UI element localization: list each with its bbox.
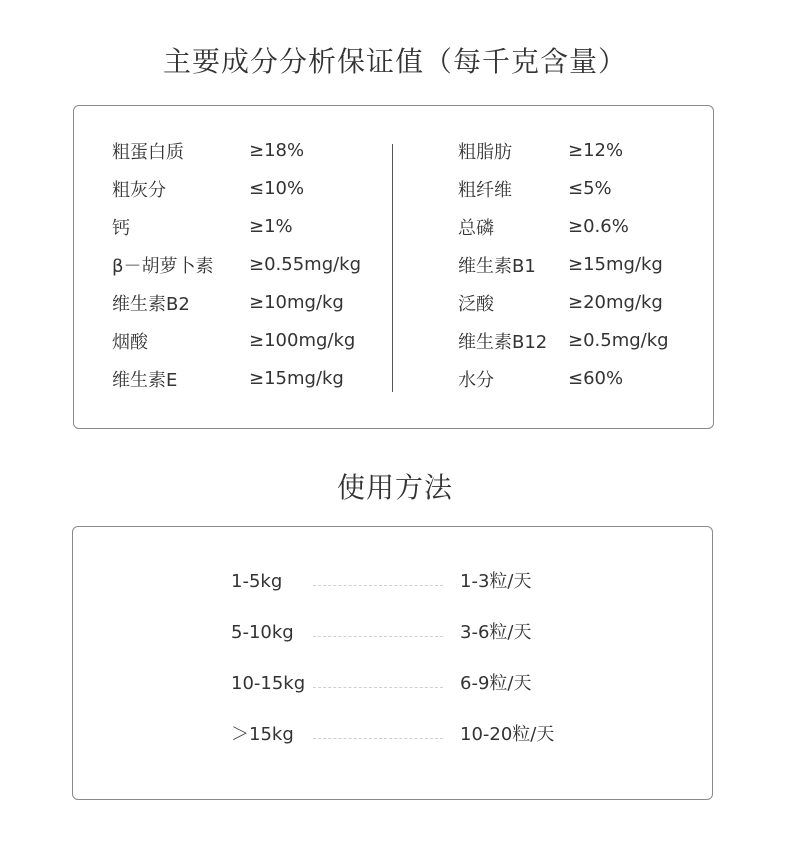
nutrient-name: 钙	[112, 218, 130, 239]
nutrient-value: ≥0.6%	[568, 216, 629, 237]
nutrient-name: 水分	[458, 370, 494, 391]
nutrient-name: 泛酸	[458, 294, 494, 315]
nutrient-value: ≤60%	[568, 368, 624, 389]
nutrient-name: 维生素B12	[458, 332, 548, 353]
usage-panel	[72, 526, 713, 800]
nutrient-name: 维生素E	[112, 370, 178, 391]
nutrient-value: ≤10%	[249, 178, 305, 199]
dashed-leader	[313, 687, 443, 688]
dashed-leader	[313, 738, 443, 739]
usage-title: 使用方法	[336, 471, 453, 504]
weight-range: 5-10kg	[231, 622, 294, 643]
nutrient-value: ≥1%	[249, 216, 293, 237]
dosage: 1-3粒/天	[460, 571, 532, 592]
nutrient-name: 粗蛋白质	[112, 142, 184, 163]
nutrient-value: ≥18%	[249, 140, 305, 161]
weight-range: ＞15kg	[231, 724, 294, 745]
nutrient-value: ≥15mg/kg	[568, 254, 663, 275]
nutrient-value: ≥15mg/kg	[249, 368, 344, 389]
dosage: 6-9粒/天	[460, 673, 532, 694]
nutrient-value: ≥0.5mg/kg	[568, 330, 669, 351]
nutrient-name: 维生素B2	[112, 294, 190, 315]
nutrient-name: 烟酸	[112, 332, 148, 353]
analysis-panel	[73, 105, 714, 429]
nutrient-name: 粗纤维	[458, 180, 512, 201]
analysis-title: 主要成分分析保证值（每千克含量）	[162, 45, 627, 78]
nutrient-name: 维生素B1	[458, 256, 536, 277]
nutrient-value: ≥0.55mg/kg	[249, 254, 362, 275]
nutrient-name: 粗灰分	[112, 180, 166, 201]
nutrient-name: β－胡萝卜素	[112, 256, 214, 277]
dosage: 3-6粒/天	[460, 622, 532, 643]
dashed-leader	[313, 585, 443, 586]
nutrient-value: ≥20mg/kg	[568, 292, 663, 313]
nutrient-name: 总磷	[458, 218, 494, 239]
weight-range: 1-5kg	[231, 571, 283, 592]
weight-range: 10-15kg	[231, 673, 306, 694]
dashed-leader	[313, 636, 443, 637]
dosage: 10-20粒/天	[460, 724, 555, 745]
nutrient-value: ≤5%	[568, 178, 612, 199]
nutrient-value: ≥12%	[568, 140, 624, 161]
nutrient-value: ≥100mg/kg	[249, 330, 356, 351]
nutrient-value: ≥10mg/kg	[249, 292, 344, 313]
column-divider	[392, 144, 393, 392]
nutrient-name: 粗脂肪	[458, 142, 512, 163]
